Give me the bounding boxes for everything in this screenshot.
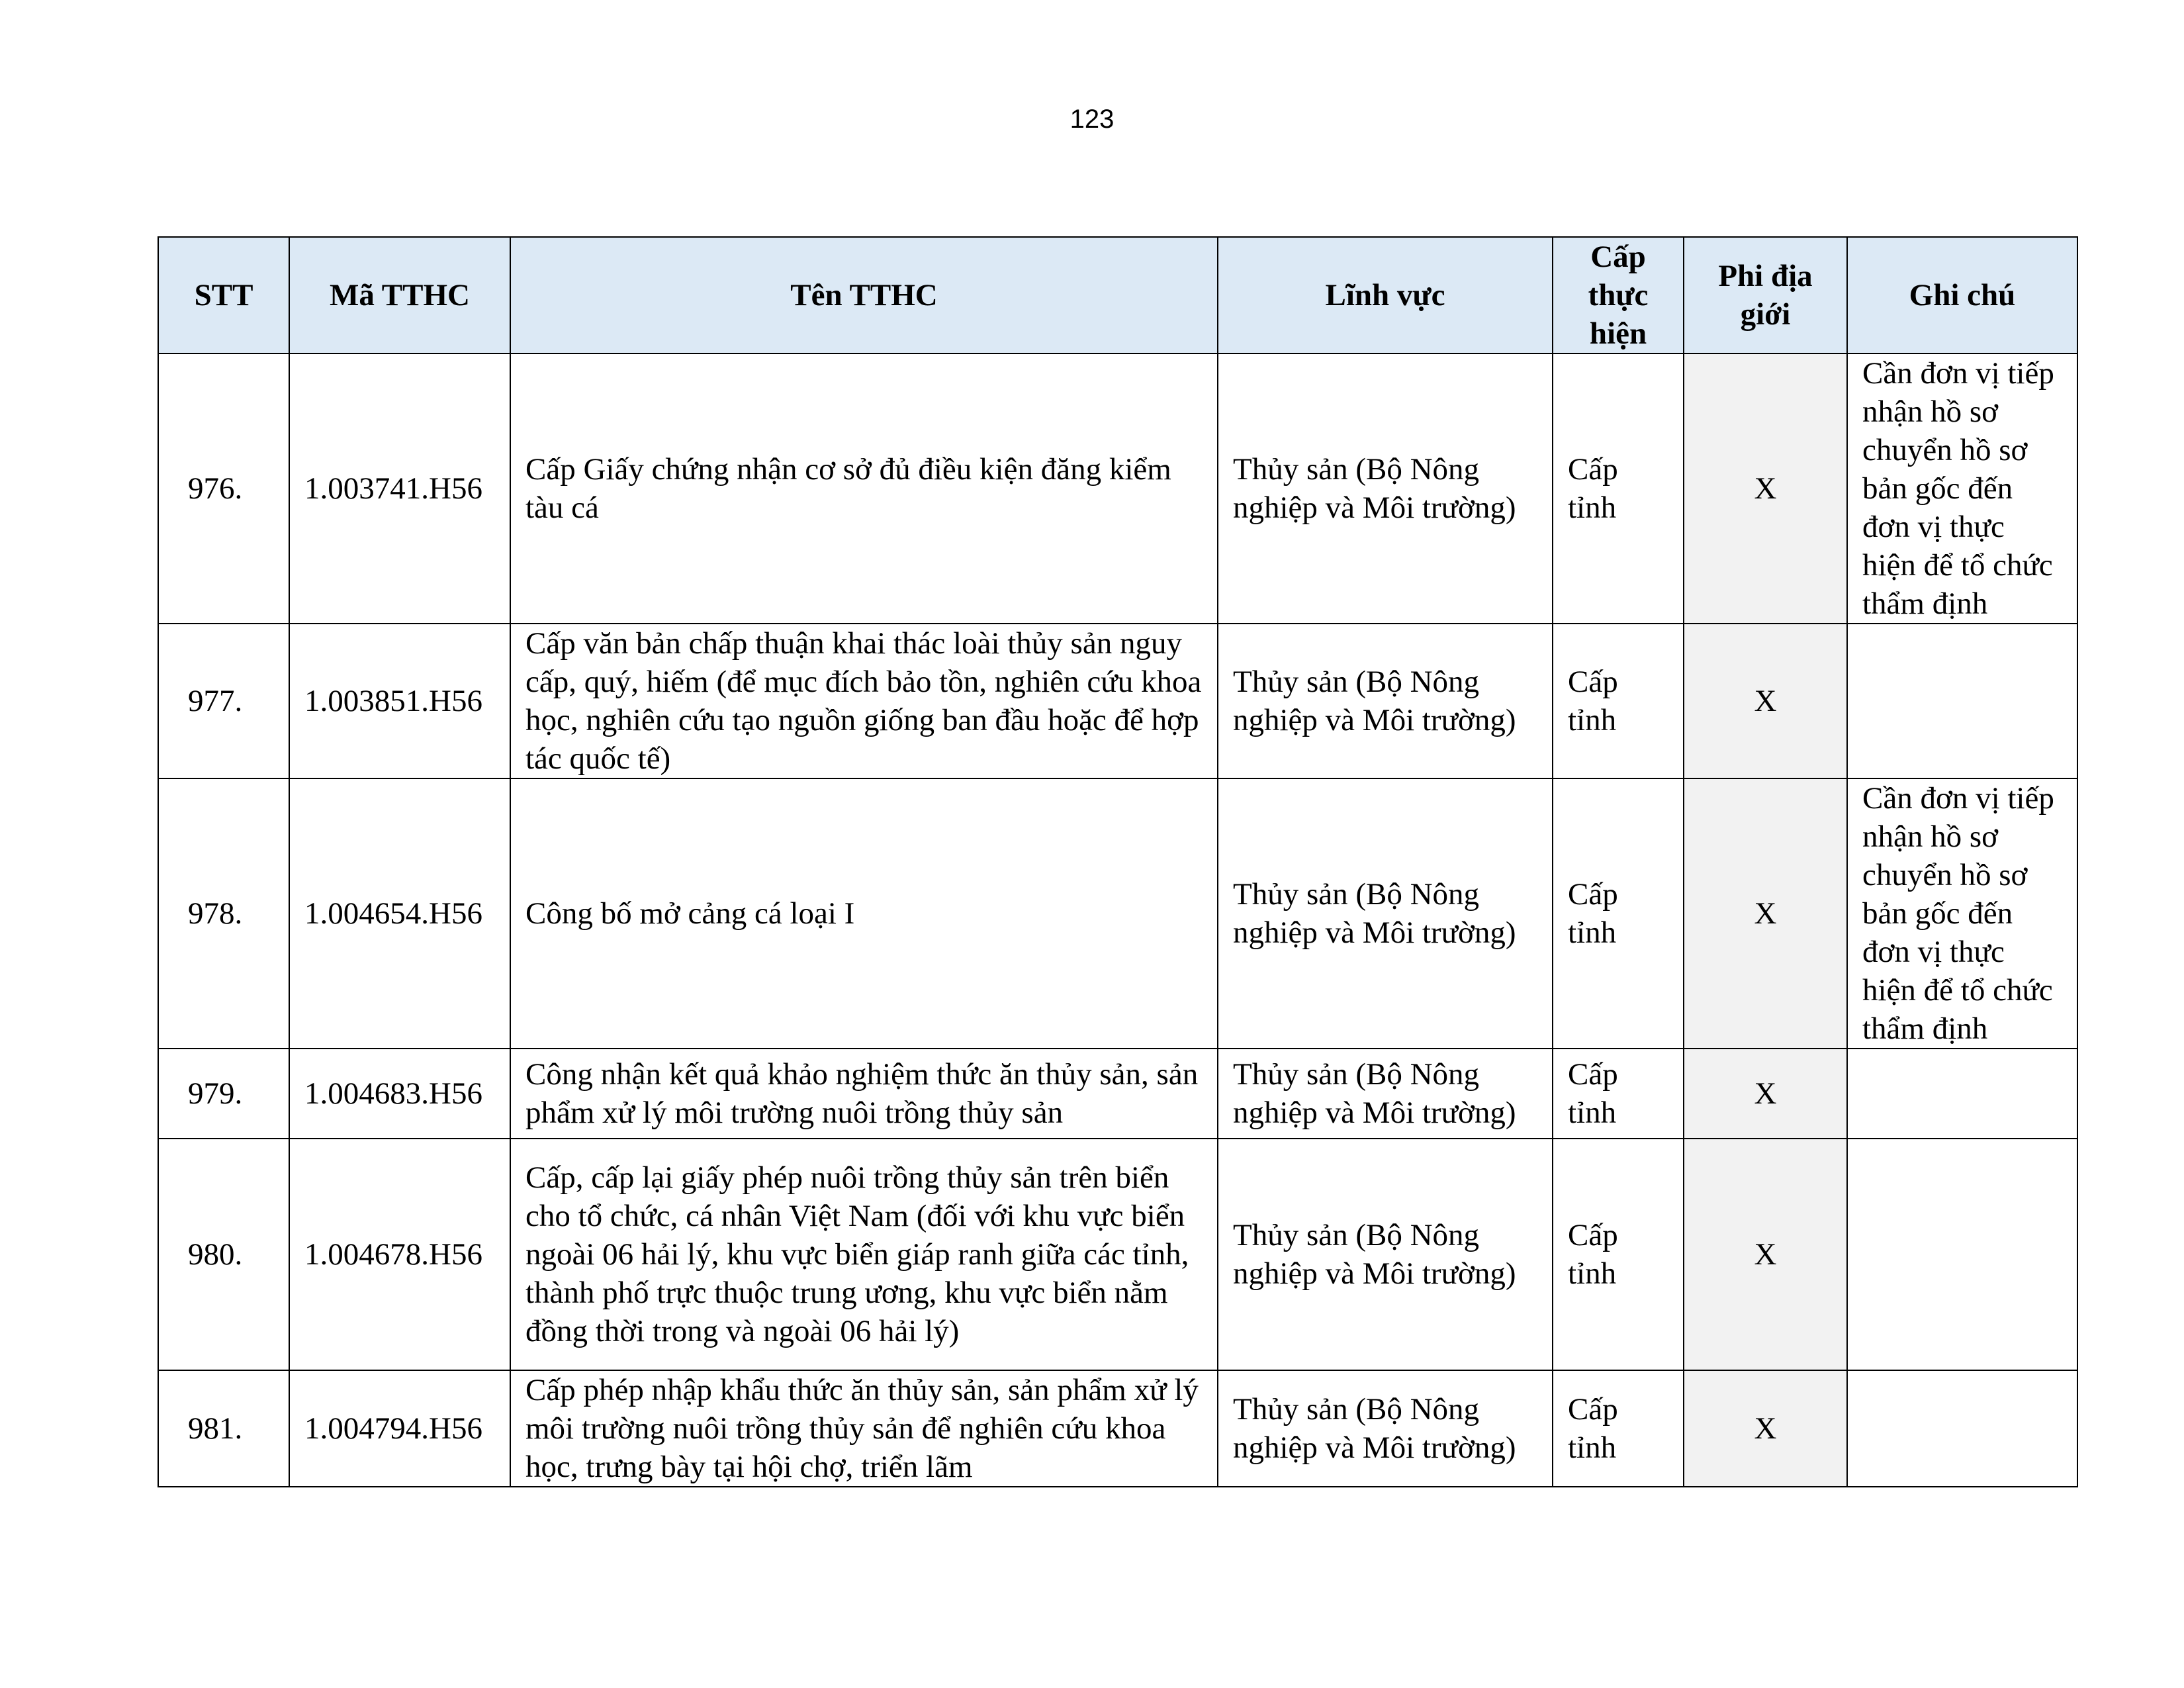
cell-code: 1.003851.H56 — [289, 624, 510, 778]
cell-stt: 979. — [158, 1049, 289, 1139]
cell-name: Cấp văn bản chấp thuận khai thác loài thủy sản nguy cấp, quý, hiếm (để mục đích bảo tồn, nghiên cứu khoa học, nghiên cứu tạo nguồn giống ban đầu hoặc để hợp tác quốc tế) — [510, 624, 1218, 778]
cell-level: Cấp tỉnh — [1553, 353, 1684, 624]
cell-field: Thủy sản (Bộ Nông nghiệp và Môi trường) — [1218, 624, 1553, 778]
table-row — [158, 353, 2077, 624]
cell-stt: 977. — [158, 624, 289, 778]
cell-non-boundary: X — [1684, 1049, 1847, 1139]
cell-name: Cấp Giấy chứng nhận cơ sở đủ điều kiện đăng kiểm tàu cá — [510, 353, 1218, 624]
page-number: 123 — [1069, 105, 1115, 134]
header-stt: STT — [158, 237, 289, 353]
cell-code: 1.004654.H56 — [289, 778, 510, 1049]
table-row — [158, 1370, 2077, 1487]
cell-note: Cần đơn vị tiếp nhận hồ sơ chuyển hồ sơ bản gốc đến đơn vị thực hiện để tổ chức thẩm định — [1847, 353, 2077, 624]
cell-level: Cấp tỉnh — [1553, 1049, 1684, 1139]
cell-stt: 980. — [158, 1139, 289, 1370]
cell-stt: 978. — [158, 778, 289, 1049]
cell-stt: 981. — [158, 1370, 289, 1487]
table-row — [158, 1049, 2077, 1139]
cell-stt: 976. — [158, 353, 289, 624]
cell-level: Cấp tỉnh — [1553, 1370, 1684, 1487]
procedures-table — [158, 236, 2078, 1487]
cell-name: Cấp phép nhập khẩu thức ăn thủy sản, sản phẩm xử lý môi trường nuôi trồng thủy sản để nghiên cứu khoa học, trưng bày tại hội chợ, triển lãm — [510, 1370, 1218, 1487]
cell-name: Cấp, cấp lại giấy phép nuôi trồng thủy sản trên biển cho tổ chức, cá nhân Việt Nam (đối với khu vực biển ngoài 06 hải lý, khu vực biển giáp ranh giữa các tỉnh, thành phố trực thuộc trung ương, khu vực biển nằm đồng thời trong và ngoài 06 hải lý) — [510, 1139, 1218, 1370]
cell-non-boundary: X — [1684, 1139, 1847, 1370]
cell-note — [1847, 624, 2077, 778]
cell-code: 1.004678.H56 — [289, 1139, 510, 1370]
cell-note: Cần đơn vị tiếp nhận hồ sơ chuyển hồ sơ bản gốc đến đơn vị thực hiện để tổ chức thẩm định — [1847, 778, 2077, 1049]
cell-level: Cấp tỉnh — [1553, 624, 1684, 778]
cell-non-boundary: X — [1684, 778, 1847, 1049]
header-note: Ghi chú — [1847, 237, 2077, 353]
cell-field: Thủy sản (Bộ Nông nghiệp và Môi trường) — [1218, 1049, 1553, 1139]
table-row — [158, 624, 2077, 778]
header-field: Lĩnh vực — [1218, 237, 1553, 353]
cell-field: Thủy sản (Bộ Nông nghiệp và Môi trường) — [1218, 778, 1553, 1049]
header-level: Cấp thực hiện — [1553, 237, 1684, 353]
cell-note — [1847, 1370, 2077, 1487]
table-row — [158, 778, 2077, 1049]
table-row — [158, 1139, 2077, 1370]
table-header-row — [158, 237, 2077, 353]
cell-code: 1.004683.H56 — [289, 1049, 510, 1139]
cell-level: Cấp tỉnh — [1553, 778, 1684, 1049]
cell-code: 1.003741.H56 — [289, 353, 510, 624]
cell-level: Cấp tỉnh — [1553, 1139, 1684, 1370]
header-code: Mã TTHC — [289, 237, 510, 353]
cell-name: Công bố mở cảng cá loại I — [510, 778, 1218, 1049]
cell-note — [1847, 1139, 2077, 1370]
cell-field: Thủy sản (Bộ Nông nghiệp và Môi trường) — [1218, 353, 1553, 624]
cell-non-boundary: X — [1684, 353, 1847, 624]
cell-field: Thủy sản (Bộ Nông nghiệp và Môi trường) — [1218, 1139, 1553, 1370]
header-name: Tên TTHC — [510, 237, 1218, 353]
cell-non-boundary: X — [1684, 624, 1847, 778]
cell-name: Công nhận kết quả khảo nghiệm thức ăn thủy sản, sản phẩm xử lý môi trường nuôi trồng thủy sản — [510, 1049, 1218, 1139]
cell-non-boundary: X — [1684, 1370, 1847, 1487]
cell-code: 1.004794.H56 — [289, 1370, 510, 1487]
header-non-boundary: Phi địa giới — [1684, 237, 1847, 353]
cell-note — [1847, 1049, 2077, 1139]
cell-field: Thủy sản (Bộ Nông nghiệp và Môi trường) — [1218, 1370, 1553, 1487]
